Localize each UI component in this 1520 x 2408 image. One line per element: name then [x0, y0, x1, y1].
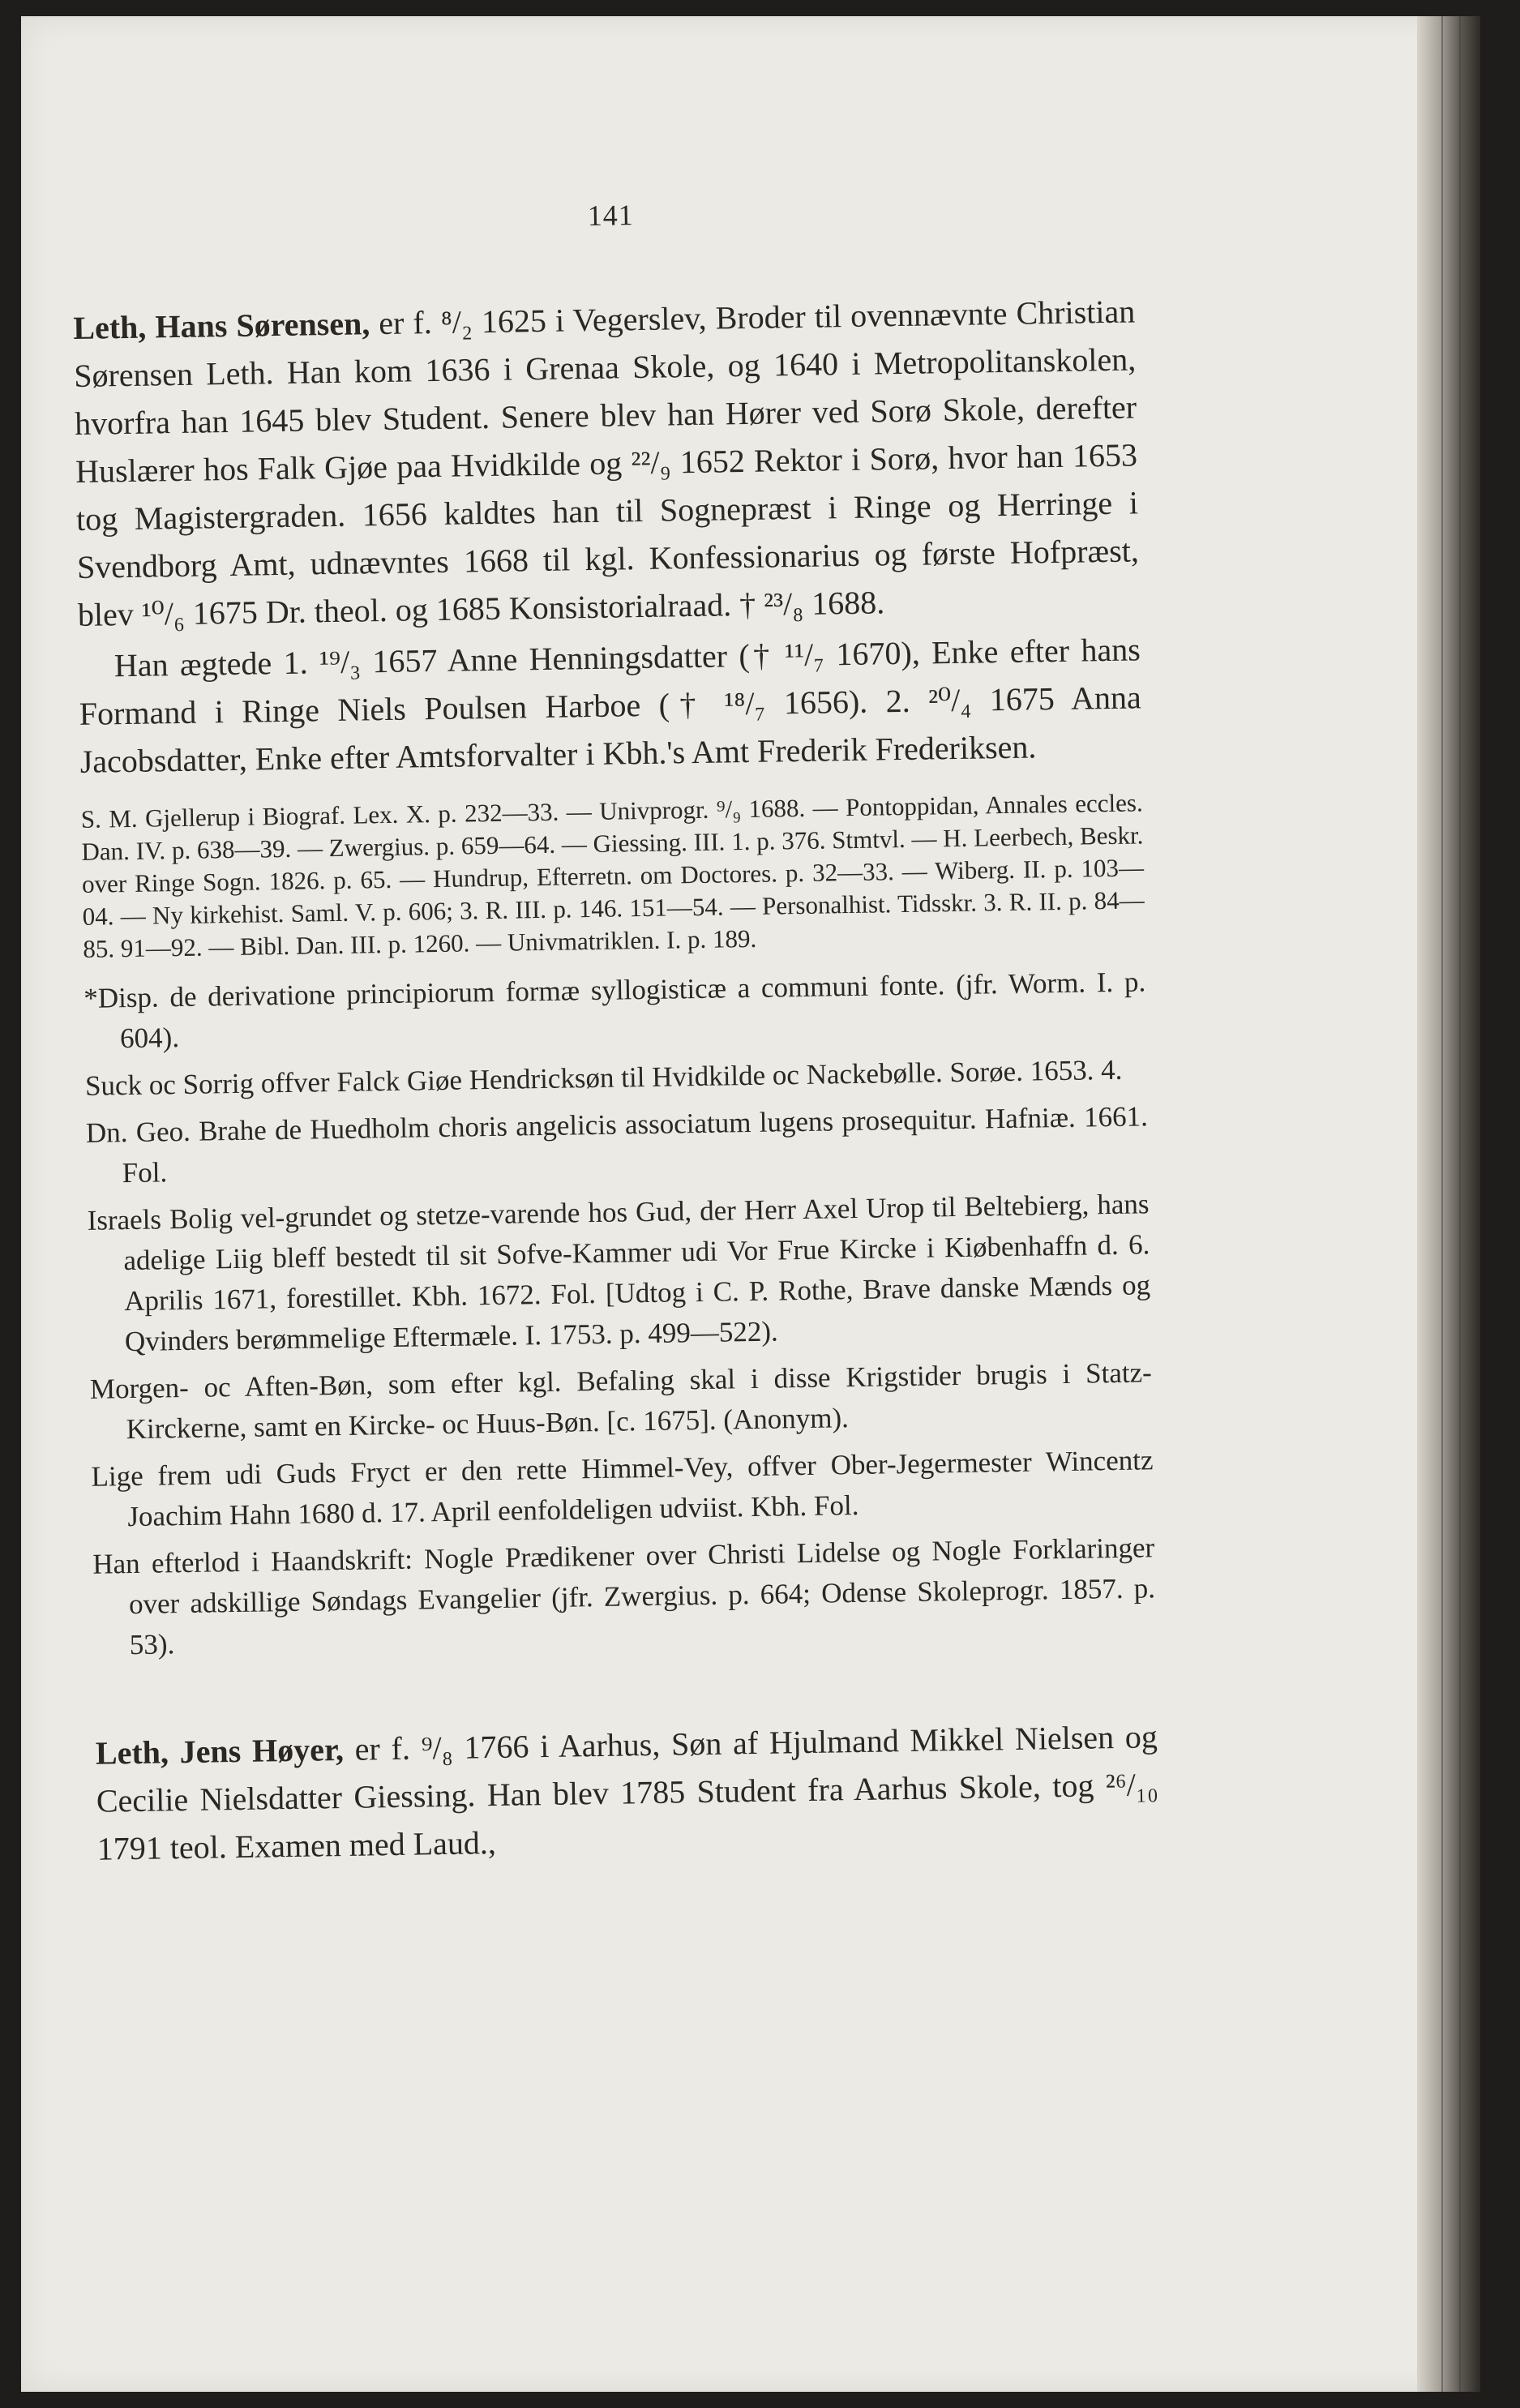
work-item: Han efterlod i Haandskrift: Nogle Prædikener over Christi Lidelse og Nogle Forklaringer over adskillige Søndags Evangelier (jfr. Zwergius. p. 664; Odense Skoleprogr. 1857. p. 53). — [92, 1532, 1156, 1661]
spine-edge-line — [1459, 16, 1461, 2392]
page-number: 141 — [587, 199, 635, 232]
entry-leth-hans-sorensen — [73, 287, 1140, 639]
work-item: Morgen- oc Aften-Bøn, som efter kgl. Befaling skal i disse Krigstider brugis i Statz-Kirckerne, samt en Kircke- oc Huus-Bøn. [c. 1675]. (Anonym). — [89, 1356, 1153, 1446]
page-text — [71, 190, 1159, 1872]
work-item: Israels Bolig vel-grundet og stetze-varende hos Gud, der Herr Axel Urop til Beltebierg, hans adelige Liig bleff bestedt til sit Sofve-Kammer udi Vor Frue Kircke i Kiøbenhaffn d. 6. Aprilis 1671, forestillet. Kbh. 1672. Fol. [Udtog i C. P. Rothe, Brave danske Mænds og Qvinders berømmelige Eftermæle. I. 1753. p. 499—522). — [87, 1188, 1151, 1358]
marriage-paragraph: Han ægtede 1. ¹⁹/₃ 1657 Anne Henningsdatter († ¹¹/₇ 1670), Enke efter hans Formand i Ringe Niels Poulsen Harboe († ¹⁸/₇ 1656). 2. ²⁰/₄ 1675 Anna Jacobsdatter, Enke efter Amtsforvalter i Kbh.'s Amt Frederik Frederiksen. — [79, 631, 1142, 780]
entry-body: er f. ⁸/₂ 1625 i Vegerslev, Broder til ovennævnte Christian Sørensen Leth. Han kom 1636 i Grenaa Skole, og 1640 i Metropolitanskolen, hvorfra han 1645 blev Student. Senere blev han Hører ved Sorø Skole, derefter Huslærer hos Falk Gjøe paa Hvidkilde og ²²/₉ 1652 Rektor i Sorø, hvor han 1653 tog Magistergraden. 1656 kaldtes han til Sognepræst i Ringe og Herringe i Svendborg Amt, udnævntes 1668 til kgl. Konfessionarius og første Hofpræst, blev ¹⁰/₆ 1675 Dr. theol. og 1685 Konsistorialraad. † ²³/₈ 1688. — [73, 293, 1140, 633]
entry-body: er f. ⁹/₈ 1766 i Aarhus, Søn af Hjulmand Mikkel Nielsen og Cecilie Nielsdatter Giessing. Han blev 1785 Student fra Aarhus Skole, tog ²⁶/₁₀ 1791 teol. Examen med Laud., — [96, 1718, 1159, 1867]
work-item: *Disp. de derivatione principiorum formæ syllogisticæ a communi fonte. (jfr. Worm. I. p. 604). — [83, 966, 1146, 1055]
entry-heading: Leth, Jens Høyer, — [95, 1730, 345, 1772]
work-item: Lige frem udi Guds Fryct er den rette Himmel-Vey, offver Ober-Jegermester Wincentz Joachim Hahn 1680 d. 17. April eenfoldeligen udviist. Kbh. Fol. — [91, 1444, 1154, 1533]
spine-edge-line — [1441, 16, 1443, 2392]
work-item: Suck oc Sorrig offver Falck Giøe Hendricksøn til Hvidkilde oc Nackebølle. Sorøe. 1653. 4. — [84, 1053, 1123, 1102]
work-item: Dn. Geo. Brahe de Huedholm choris angelicis associatum lugens prosequitur. Hafniæ. 1661. Fol. — [85, 1100, 1149, 1189]
references: S. M. Gjellerup i Biograf. Lex. X. p. 232—33. — Univprogr. ⁹/₉ 1688. — Pontoppidan, Annales eccles. Dan. IV. p. 638—39. — Zwergius. p. 659—64. — Giessing. III. 1. p. 376. Stmtvl. — H. Leerbech, Beskr. over Ringe Sogn. 1826. p. 65. — Hundrup, Efterretn. om Doctores. p. 32—33. — Wiberg. II. p. 103—04. — Ny kirkehist. Saml. V. p. 606; 3. R. III. p. 146. 151—54. — Personalhist. Tidsskr. 3. R. II. p. 84—85. 91—92. — Bibl. Dan. III. p. 1260. — Univmatriklen. I. p. 189. — [80, 788, 1145, 963]
book-page — [21, 16, 1480, 2392]
entry-heading: Leth, Hans Sørensen, — [72, 305, 370, 346]
book-spine — [1417, 16, 1480, 2392]
entry-leth-jens-hoyer — [95, 1712, 1159, 1873]
